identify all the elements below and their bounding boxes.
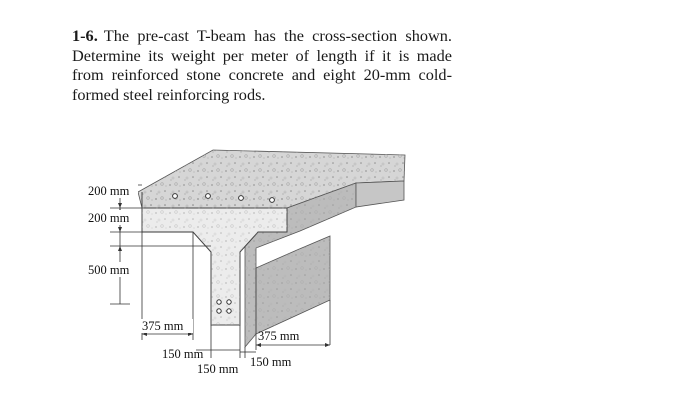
dim-web-center: 150 mm [197, 362, 239, 376]
dim-web-left: 150 mm [162, 347, 204, 361]
dim-web-depth: 500 mm [88, 263, 130, 277]
dim-right-overhang: 375 mm [258, 329, 300, 343]
problem-text: The pre-cast T-beam has the cross-section shown. Determine its weight per meter of length if it is made from reinforced stone concrete and eight 20-mm cold-formed steel reinforcing rods. [72, 26, 452, 104]
dim-left-overhang: 375 mm [142, 319, 184, 333]
problem-number: 1-6. [72, 26, 98, 45]
dim-flange-lower: 200 mm [88, 211, 130, 225]
dim-flange-top: 200 mm [88, 184, 130, 198]
dim-web-right: 150 mm [250, 355, 292, 369]
